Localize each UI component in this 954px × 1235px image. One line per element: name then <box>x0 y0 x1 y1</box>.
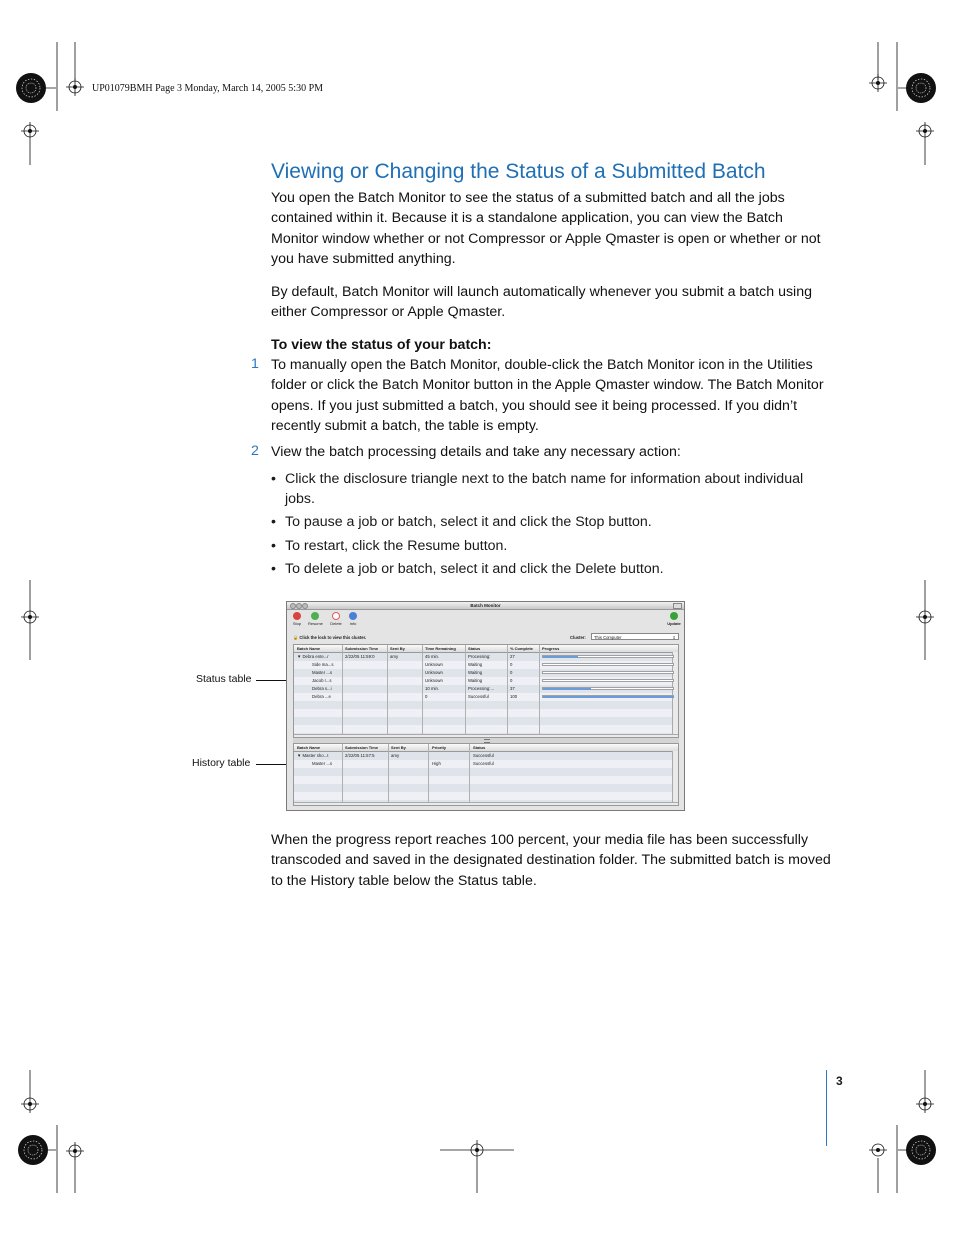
progress-bar <box>542 671 674 674</box>
column-divider <box>469 744 470 806</box>
stop-label: Stop <box>292 621 302 626</box>
column-divider <box>465 645 466 738</box>
cluster-value: This Computer <box>594 635 622 640</box>
resume-button[interactable] <box>308 612 322 626</box>
status-cell-status: Waiting <box>468 670 483 675</box>
status-cell-remaining: 45 min. <box>425 654 440 659</box>
column-divider <box>428 744 429 806</box>
col-submission-time[interactable]: Submission Time <box>345 646 379 651</box>
column-divider <box>507 645 508 738</box>
step-number: 1 <box>251 356 259 372</box>
history-vertical-scrollbar[interactable] <box>672 751 678 802</box>
intro-paragraph: You open the Batch Monitor to see the status of a submitted batch and all the jobs contained within it. Because it is a standalone application, you can view the Batch Monitor window whether or not Compressor or Apple Qmaster is open or whether or not you have submitted anything. <box>271 190 821 268</box>
delete-label: Delete <box>330 621 342 626</box>
update-label: Update <box>667 621 681 626</box>
step-number: 2 <box>251 443 259 459</box>
update-icon <box>670 612 678 620</box>
status-cell-name[interactable]: Debra s...i <box>312 686 332 691</box>
status-cell-remaining: 10 min. <box>425 686 440 691</box>
status-cell-status: Waiting <box>468 662 483 667</box>
status-cell-status: Successful <box>468 694 489 699</box>
bullet-text: To restart, click the Resume button. <box>285 538 508 554</box>
col-sent-by[interactable]: Sent By <box>391 745 406 750</box>
info-button[interactable] <box>346 612 360 626</box>
status-cell-pct: 27 <box>510 654 515 659</box>
col-progress[interactable]: Progress <box>542 646 560 651</box>
window-title: Batch Monitor <box>470 603 501 608</box>
history-horizontal-scrollbar[interactable] <box>294 802 679 806</box>
status-cell-remaining: Unknown <box>425 678 443 683</box>
bullet-dot: • <box>271 471 276 487</box>
progress-bar <box>542 679 674 682</box>
status-cell-remaining: Unknown <box>425 670 443 675</box>
bullet-text: Click the disclosure triangle next to the batch name for information about individual jobs. <box>285 471 804 508</box>
print-slug: UP01079BMH Page 3 Monday, March 14, 2005 5:30 PM <box>92 83 324 94</box>
col-submission-time[interactable]: Submission Time <box>345 745 379 750</box>
resume-icon <box>311 612 319 620</box>
status-cell-name[interactable]: Side ma...s <box>312 662 334 667</box>
column-divider <box>342 744 343 806</box>
cluster-label: Cluster: <box>570 635 586 640</box>
progress-bar <box>542 655 674 658</box>
bullet-dot: • <box>271 561 276 577</box>
status-cell-remaining: 0 <box>425 694 428 699</box>
step-text: View the batch processing details and take any necessary action: <box>271 444 681 460</box>
status-cell-status: Processing: <box>468 654 491 659</box>
col-time-remaining[interactable]: Time Remaining <box>425 646 456 651</box>
page-title: Viewing or Changing the Status of a Submitted Batch <box>271 160 766 183</box>
col-status[interactable]: Status <box>473 745 486 750</box>
history-cell-status: Successful <box>473 761 494 766</box>
update-button[interactable] <box>667 612 681 626</box>
column-divider <box>342 645 343 738</box>
stop-button[interactable] <box>290 612 304 626</box>
history-table[interactable] <box>293 743 679 806</box>
select-arrows-icon: ⇕ <box>672 635 676 640</box>
info-icon <box>349 612 357 620</box>
history-table-header <box>294 744 679 752</box>
status-table[interactable] <box>293 644 679 738</box>
window-titlebar <box>287 602 684 610</box>
status-table-header <box>294 645 679 653</box>
toolbar-toggle-button[interactable] <box>673 603 682 609</box>
status-cell-pct: 0 <box>510 662 513 667</box>
bullet-dot: • <box>271 538 276 554</box>
cluster-select[interactable] <box>591 633 679 640</box>
history-cell-name[interactable]: Master ...s <box>312 761 333 766</box>
stop-icon <box>293 612 301 620</box>
progress-fill <box>543 656 578 658</box>
column-divider <box>388 744 389 806</box>
delete-icon <box>332 612 340 620</box>
col-priority[interactable]: Priority <box>432 745 447 750</box>
status-table-callout: Status table <box>196 673 252 685</box>
status-cell-pct: 0 <box>510 670 513 675</box>
col-percent-complete[interactable]: % Complete <box>510 646 533 651</box>
status-cell-pct: 0 <box>510 678 513 683</box>
status-cell-name[interactable]: Master ...s <box>312 670 333 675</box>
col-sent-by[interactable]: Sent By <box>390 646 405 651</box>
status-cell-name[interactable]: Jacob r...s <box>312 678 332 683</box>
history-cell-time: 2/22/05 11:57:5 <box>345 753 375 758</box>
bullet-dot: • <box>271 514 276 530</box>
lock-text: Click the lock to view this cluster. <box>299 635 367 640</box>
lock-row[interactable] <box>293 635 366 641</box>
history-cell-name[interactable]: ▼ Master sho...t <box>297 753 329 758</box>
status-cell-pct: 37 <box>510 686 515 691</box>
progress-bar <box>542 687 674 690</box>
column-divider <box>422 645 423 738</box>
history-cell-by: amy <box>391 753 400 758</box>
status-cell-time: 2/22/05 11:59:0 <box>345 654 375 659</box>
column-divider <box>539 645 540 738</box>
status-cell-by: amy <box>390 654 399 659</box>
bullet-text: To pause a job or batch, select it and click the Stop button. <box>285 514 652 530</box>
col-batch-name[interactable]: Batch Name <box>297 646 321 651</box>
delete-button[interactable] <box>329 612 343 626</box>
progress-bar <box>542 663 674 666</box>
step-text: To manually open the Batch Monitor, double-click the Batch Monitor icon in the Utilities folder or click the Batch Monitor button in the Apple Qmaster window. The Batch Monitor opens. If you just submitted a batch, you should see it being processed. If you didn’t recently submit a batch, the table is empty. <box>271 357 824 435</box>
bullet-text: To delete a job or batch, select it and click the Delete button. <box>285 561 664 577</box>
progress-fill <box>543 688 591 690</box>
status-cell-status: Processing:... <box>468 686 495 691</box>
status-cell-status: Waiting <box>468 678 483 683</box>
lock-icon: 🔒 <box>293 635 299 640</box>
history-cell-priority: High <box>432 761 441 766</box>
status-cell-remaining: Unknown <box>425 662 443 667</box>
resume-label: Resume <box>308 621 323 626</box>
status-cell-name[interactable]: ▼ Debra ente...r <box>297 654 329 659</box>
col-status[interactable]: Status <box>468 646 481 651</box>
status-cell-pct: 100 <box>510 694 518 699</box>
page-number-rule <box>826 1070 827 1146</box>
history-table-callout: History table <box>192 757 251 769</box>
task-heading: To view the status of your batch: <box>271 337 492 353</box>
col-batch-name[interactable]: Batch Name <box>297 745 321 750</box>
history-cell-status: Successful <box>473 753 494 758</box>
progress-bar <box>542 695 674 698</box>
batch-monitor-window <box>286 601 685 811</box>
column-divider <box>387 645 388 738</box>
page-number: 3 <box>836 1074 843 1088</box>
status-cell-name[interactable]: Debra ...e <box>312 694 331 699</box>
closing-paragraph: When the progress report reaches 100 percent, your media file has been successfully transcoded and saved in the designated destination folder. The submitted batch is moved to the History table below the Status table. <box>271 832 831 889</box>
info-label: Info <box>349 621 357 626</box>
default-paragraph: By default, Batch Monitor will launch automatically whenever you submit a batch using either Compressor or Apple Qmaster. <box>271 284 812 321</box>
progress-fill <box>543 696 674 698</box>
